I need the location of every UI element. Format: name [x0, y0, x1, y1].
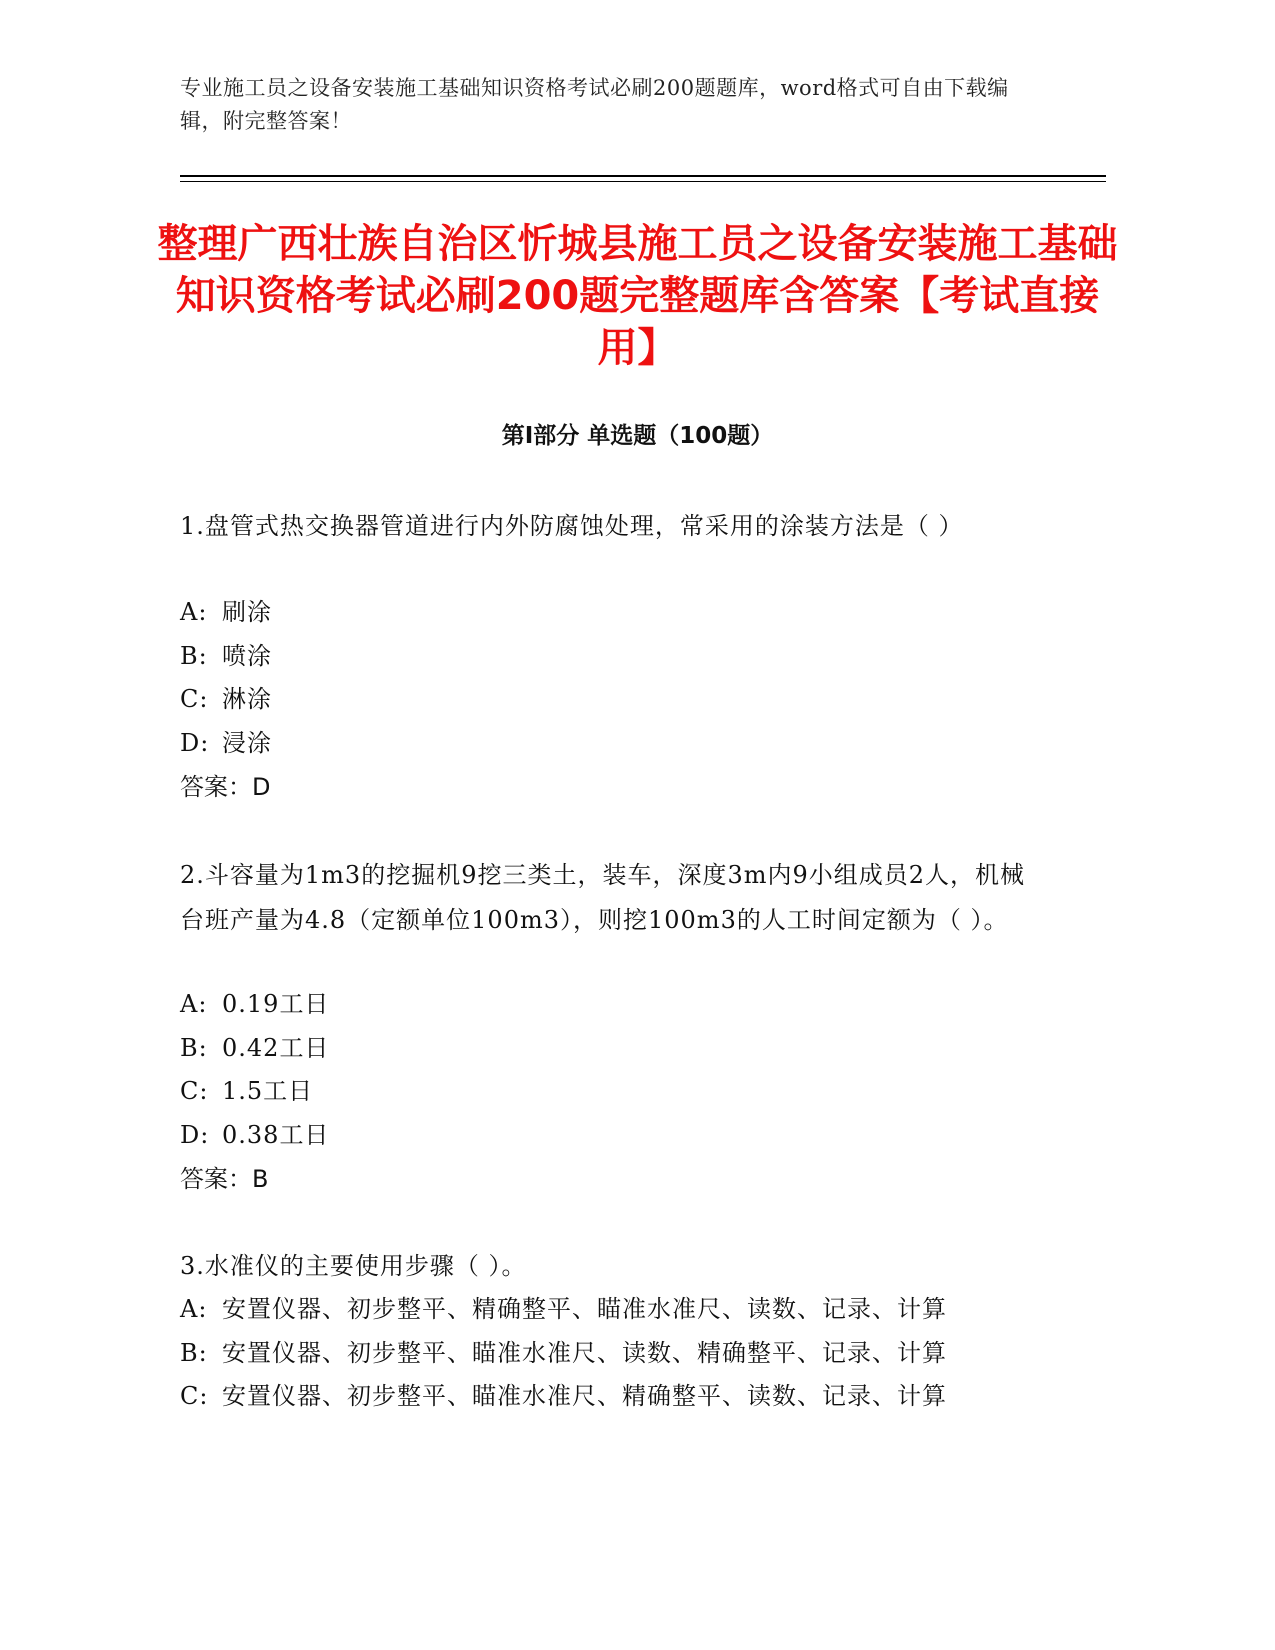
option-text: 浸涂	[222, 729, 272, 757]
question-2-text: 2.斗容量为1m3的挖掘机9挖三类土，装车，深度3m内9小组成员2人，机械台班产量为4.8（定额单位100m3），则挖100m3的人工时间定额为（ ）。	[180, 861, 1026, 934]
question-2-option-d	[180, 1113, 1060, 1157]
question-1-option-a	[180, 590, 1060, 634]
option-label: B:	[180, 1034, 208, 1062]
question-3-option-a	[180, 1287, 1060, 1331]
question-1-answer: 答案：D	[180, 773, 271, 801]
option-text: 0.38工日	[222, 1121, 330, 1149]
option-label: A:	[180, 1295, 208, 1323]
question-3-text: 3.水准仪的主要使用步骤（ ）。	[180, 1252, 527, 1280]
header-divider-thick	[180, 175, 1106, 177]
document-title: 整理广西壮族自治区忻城县施工员之设备安装施工基础知识资格考试必刷200题完整题库含答案【考试直接用】	[157, 221, 1118, 371]
question-2-answer: 答案：B	[180, 1165, 269, 1193]
question-2-option-a	[180, 982, 1060, 1026]
header-divider-thin	[180, 181, 1106, 182]
option-label: C:	[180, 1077, 209, 1105]
option-label: D:	[180, 1121, 210, 1149]
option-text: 喷涂	[222, 642, 272, 670]
question-1-option-c	[180, 677, 1060, 721]
question-1-text: 1.盘管式热交换器管道进行内外防腐蚀处理，常采用的涂装方法是（ ）	[180, 512, 964, 540]
question-3-option-c	[180, 1374, 1060, 1418]
question-2-option-b	[180, 1026, 1060, 1070]
option-text: 0.42工日	[222, 1034, 330, 1062]
option-text: 安置仪器、初步整平、瞄准水准尺、精确整平、读数、记录、计算	[222, 1382, 947, 1410]
question-1-option-b	[180, 634, 1060, 678]
header-note: 专业施工员之设备安装施工基础知识资格考试必刷200题题库，word格式可自由下载编辑，附完整答案！	[180, 76, 1009, 133]
option-label: B:	[180, 1339, 208, 1367]
option-label: A:	[180, 598, 208, 626]
option-label: B:	[180, 642, 208, 670]
option-text: 安置仪器、初步整平、精确整平、瞄准水准尺、读数、记录、计算	[222, 1295, 947, 1323]
question-1-option-d	[180, 721, 1060, 765]
option-text: 1.5工日	[222, 1077, 314, 1105]
option-text: 刷涂	[222, 598, 272, 626]
question-3-option-b	[180, 1331, 1060, 1375]
option-text: 0.19工日	[222, 990, 330, 1018]
option-text: 安置仪器、初步整平、瞄准水准尺、读数、精确整平、记录、计算	[222, 1339, 947, 1367]
option-label: D:	[180, 729, 210, 757]
question-2-option-c	[180, 1069, 1060, 1113]
option-label: C:	[180, 1382, 209, 1410]
section-title: 第I部分 单选题（100题）	[501, 423, 774, 449]
option-text: 淋涂	[222, 685, 272, 713]
option-label: C:	[180, 685, 209, 713]
option-label: A:	[180, 990, 208, 1018]
